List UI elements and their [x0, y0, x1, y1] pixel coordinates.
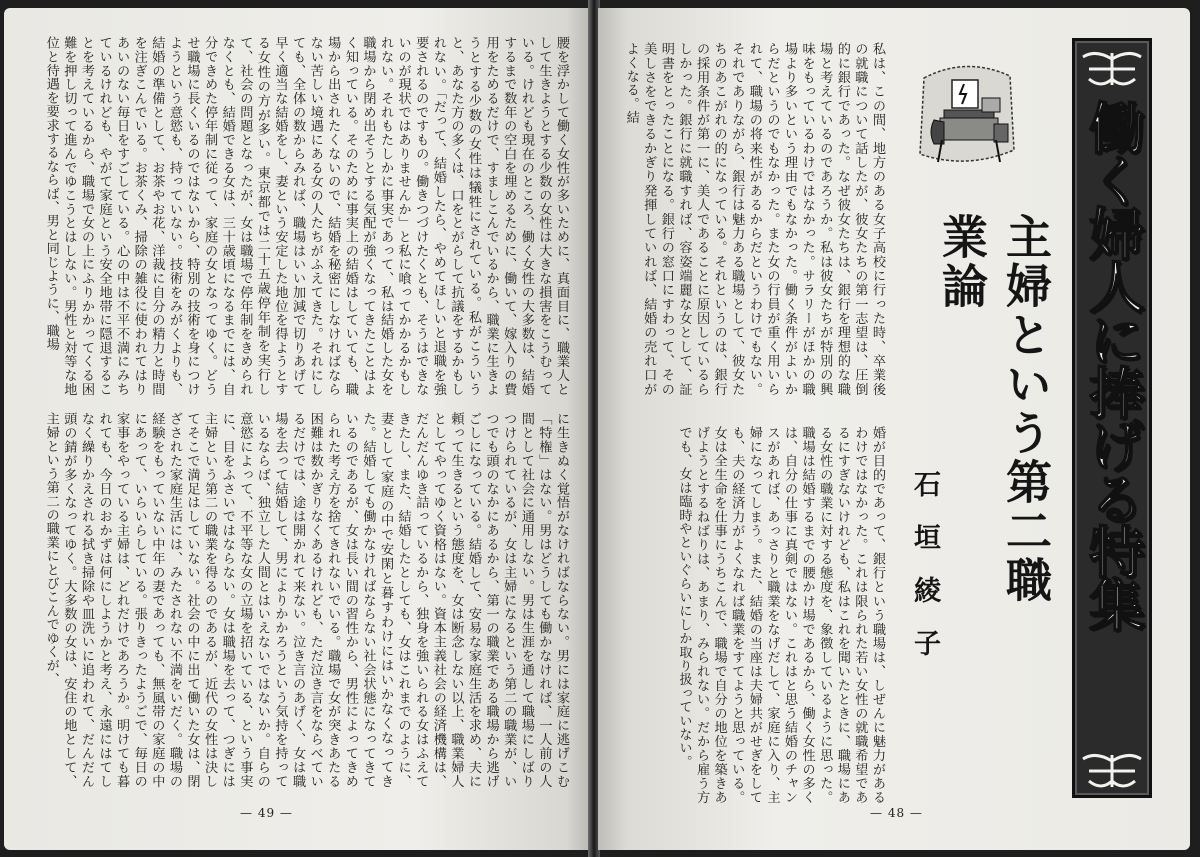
desk-illustration [914, 58, 1018, 174]
left-page-lower-text: に生きぬく覚悟がなければならない。男には家庭に逃げこむ「特権」はない。男はどうしても働かなければ、一人前の人間として社会に通用しない。男は生涯を通して職場にしばりつけられているが、女は主婦になるという第二の職業が、いつでも頭のなかにあるから、第一の職業である職場から逃げごしになっている。結婚して、安易な家庭生活を求め、夫に頼って生きるという態度を、女は断念しない以上、職業婦人としてやってゆく資格はない。資本主義社会の経済機構は、だんだんゆき詰っているから、独身を強いられる女はふえてきたし、また、結婚したとしても、女はこれまでのように、妻として家庭の中で安閑と暮すわけにはいかなくなってきた。結婚しても働かなければならない社会状態になってきているのであるが、女は長い間の習性から、男性によってきめられた考え方を捨てきれないでいる。職場で女が突きあたる困難は数かぎりなくあるけれども、ただ泣き言をならべているだけでは、途は開かれて来ない。泣き言のあげく、女は職場を去って結婚して、男によりかかろうという気持を持っているならば、独立した人間とはいえないではないか。自らの意慾によって、不平等な女の立場を招いている、という事実に、目をふさいではならない。女は職場を去って、つぎには主婦という第二の職業を得るのであるが、近代の女性は決してそこで満足はしていない。社会の中に出て働いた女は、閉ざされた家庭生活には、みたされない不満をいだく。職場の経験をもっていない中年の妻であっても、無風帯の家庭の中にあって、いらいらしている。張りきったようごで、毎日の家事をやっている主婦は、どれだけであろうか。明けても暮れても、今日のおかずは何にしようかと考え、永遠にはてしなく繰りかえされる拭き掃除や皿洗いに追われて、だんだん頭の錆が多くなってゆく。大多数の女は、安住の地として、主婦という第二の職業にとびこんでゆくが、 [43, 412, 569, 788]
right-page-lower-text: 婚が目的であって、銀行という職場は、しぜんに魅力があるわけではなかった。これは限られた若い女性の就職希望であるにすぎないけれども、私はこれを聞いたときに、職場にある女性の職業に対する態度を、象徴しているように思った。職場は結婚するまでの腰かけ場であるから、働く女性の多くは、自分の仕事に真剣ではない。これはと思う結婚のチャンスがあれば、あっさりと職業をなげだして、家庭に入り、主婦になってしまう。また、結婚の当座は夫婦共がせぎをしても、夫の経済力がよくなれば職業をすてようと思っている。女は全生命を仕事にうちこんで、職場で自分の地位を築きあげようとするねばりは、あまり、みられない。だから雇う方でも、女は臨時やといぐらいにしか取り扱っていない。 [676, 426, 885, 804]
right-page [598, 8, 1190, 850]
right-page-upper-text: 私は、この間、地方のある女子高校に行った時、卒業後の就職について話したが、彼女たちの第一志望は、圧倒的に銀行であった。なぜ彼女たちは、銀行を理想的な職場と考えているのであろうか。私は彼女たちが特別の興味をもっているわけではなかった。サラリーがほかの職場より多いという理由でもなかった。働く条件がよいからだというのでもなかった。また女の行員が重く用いられて、職場の将来性があるからだというわけでもない。それでありながら、銀行は魅力ある職場として、彼女たちのあこがれの的になっている。それというのは、銀行の採用条件が第一に、美人であることに原因しているらしかった。銀行に就職すれば、容姿端麗な女として、証明書をとったことになる。銀行の窓口にすわって、その美しさをできるかぎり発揮していれば、結婚の売れ口がよくなる。結 [623, 42, 885, 396]
left-page-column-rule [30, 404, 566, 405]
left-page [4, 8, 590, 850]
left-page-upper-text: 腰を浮かして働く女性が多いために、真面目に、職業人として生きようとする少数の女性は大きな損害をこうむっている。けれども現在のところ、働く女性の大多数は、結婚するまで数年の空白を埋めるために、働いて、嫁入りの費用をためるだけで、すましこんでいるから、職業に生きようとする少数の女性は犠牲にされている。私がこういうと、あなた方の多くは、口をとがらして抗議をするかもしれない。「だって、結婚したら、やめてほしいと退職を強要されるのですもの。働きつづけたくとも、そうはできないのが現状ではありませんか」と私に喰ってかかるかもしれない。それもたしかに事実であって、私は結婚した女を職場から閉め出そうとする気配が強くなってきたことはよく知っている。そのために事実上の結婚はしていても、職場から出されたくないので、結婚を秘密にしなければならない苦しい境遇にある女の人たちがふえてきた。それにしても、全体の数からみれば、職場はいい加減で切りあげて早く適当な結婚をし、妻という安定した地位を得ようとする女性の方が多い。東京都では二十五歳停年制を実行して、社会の問題となったが、女は職場で停年制をきめられなくとも、結婚できる女は、三十歳頃になるまでには、自分できめた停年制に従って、家庭の女となってゆく。どうせ職場に長くいるのではないから、特別の技術を身につけようという意慾も、持っていない。技術をみがくよりも、結婚の準備として、お茶やお花、洋裁に自分の精力と時間を注ぎこんでいる。お茶くみ、掃除の雑役に使われてはりあいのない毎日をすごしている。心の中は不平不満にみちているけれども、やがて家庭という安全地帯に隠退することを考えているから、職場で女の上にふりかかってくる困難を押し切って進んでゆこうとはしない。男性と対等な地位と待遇を要求するならば、男と同じように、職場 [43, 36, 569, 396]
left-page-number: — 49 — [240, 806, 293, 820]
feature-banner-title: 働く婦人に捧げる特集 [1080, 99, 1145, 629]
article-author: 石垣綾子 [909, 470, 940, 682]
banner-bottom-ornament [1075, 747, 1149, 793]
article-title: 主婦という第二職業論 [935, 213, 1053, 605]
banner-top-ornament [1075, 45, 1149, 91]
right-page-number: — 48 — [870, 806, 923, 820]
feature-banner [1072, 38, 1152, 798]
